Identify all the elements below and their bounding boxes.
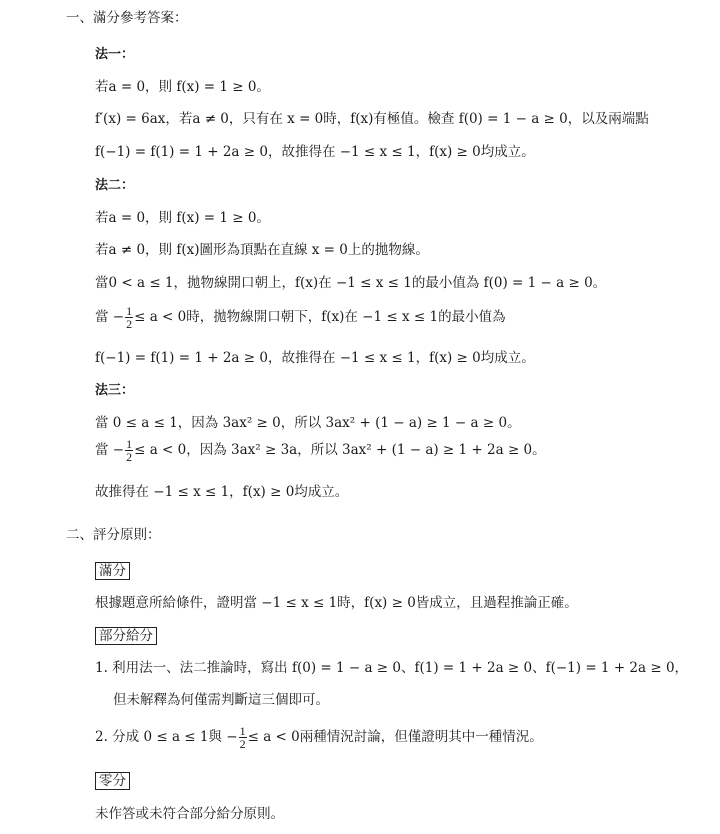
- zero-marks-label: [95, 772, 130, 790]
- partial-item2: [95, 725, 543, 750]
- fraction-denominator: 2: [126, 450, 133, 464]
- method3-line1: 當 0 ≤ a ≤ 1，因為 3ax² ≥ 0，所以 3ax² + (1 − a) ≥ 1 − a ≥ 0。: [95, 415, 521, 431]
- full-marks-text: 根據題意所給條件，證明當 −1 ≤ x ≤ 1時，f(x) ≥ 0皆成立，且過程推論正確。: [95, 595, 578, 611]
- method1-line3: f(−1) = f(1) = 1 + 2a ≥ 0，故推得在 −1 ≤ x ≤ 1，f(x) ≥ 0均成立。: [95, 144, 535, 160]
- partial-item2-pre: 2. 分成 0 ≤ a ≤ 1與 −: [95, 729, 238, 745]
- fraction: [239, 725, 247, 750]
- method2-line2: 若a ≠ 0，則 f(x)圖形為頂點在直線 x = 0上的拋物線。: [95, 242, 429, 258]
- method3-line2: [95, 438, 546, 463]
- method2-line1: 若a = 0，則 f(x) = 1 ≥ 0。: [95, 210, 270, 226]
- fraction-denominator: 2: [239, 737, 246, 751]
- zero-marks-box: 零分: [95, 772, 130, 790]
- method2-line4-post: ≤ a < 0時，拋物線開口朝下，f(x)在 −1 ≤ x ≤ 1的最小值為: [134, 309, 506, 325]
- method2-line4: [95, 305, 506, 330]
- full-marks-label: [95, 562, 130, 580]
- fraction-denominator: 2: [126, 317, 133, 331]
- fraction-numerator: 1: [126, 437, 133, 451]
- partial-item1-line2: 但未解釋為何僅需判斷這三個即可。: [113, 692, 329, 708]
- method2-label: 法二：: [95, 178, 135, 193]
- fraction-numerator: 1: [126, 304, 133, 318]
- fraction: [125, 438, 133, 463]
- partial-marks-label: [95, 627, 157, 645]
- fraction-numerator: 1: [239, 724, 246, 738]
- section1-title: 一、滿分參考答案：: [66, 10, 188, 26]
- method2-line5: f(−1) = f(1) = 1 + 2a ≥ 0，故推得在 −1 ≤ x ≤ 1，f(x) ≥ 0均成立。: [95, 350, 535, 366]
- partial-item1-line1: 1. 利用法一、法二推論時，寫出 f(0) = 1 − a ≥ 0、f(1) = 1 + 2a ≥ 0、f(−1) = 1 + 2a ≥ 0，: [95, 660, 689, 676]
- section2-title: 二、評分原則：: [66, 527, 161, 543]
- partial-item2-post: ≤ a < 0兩種情況討論，但僅證明其中一種情況。: [247, 729, 543, 745]
- zero-marks-text: 未作答或未符合部分給分原則。: [95, 806, 284, 822]
- method3-line3: 故推得在 −1 ≤ x ≤ 1，f(x) ≥ 0均成立。: [95, 484, 349, 500]
- method1-line1: 若a = 0，則 f(x) = 1 ≥ 0。: [95, 79, 270, 95]
- fraction: [125, 305, 133, 330]
- method3-line2-post: ≤ a < 0，因為 3ax² ≥ 3a，所以 3ax² + (1 − a) ≥ 1 + 2a ≥ 0。: [134, 442, 546, 458]
- full-marks-box: 滿分: [95, 562, 130, 580]
- partial-marks-box: 部分給分: [95, 627, 157, 645]
- method1-line2: f′(x) = 6ax，若a ≠ 0，只有在 x = 0時，f(x)有極值。檢查 f(0) = 1 − a ≥ 0，以及兩端點: [95, 111, 649, 127]
- method3-line2-pre: 當 −: [95, 442, 125, 458]
- method1-label: 法一：: [95, 47, 135, 62]
- method3-label: 法三：: [95, 383, 135, 398]
- method2-line3: 當0 < a ≤ 1，拋物線開口朝上，f(x)在 −1 ≤ x ≤ 1的最小值為 f(0) = 1 − a ≥ 0。: [95, 275, 607, 291]
- method2-line4-pre: 當 −: [95, 309, 125, 325]
